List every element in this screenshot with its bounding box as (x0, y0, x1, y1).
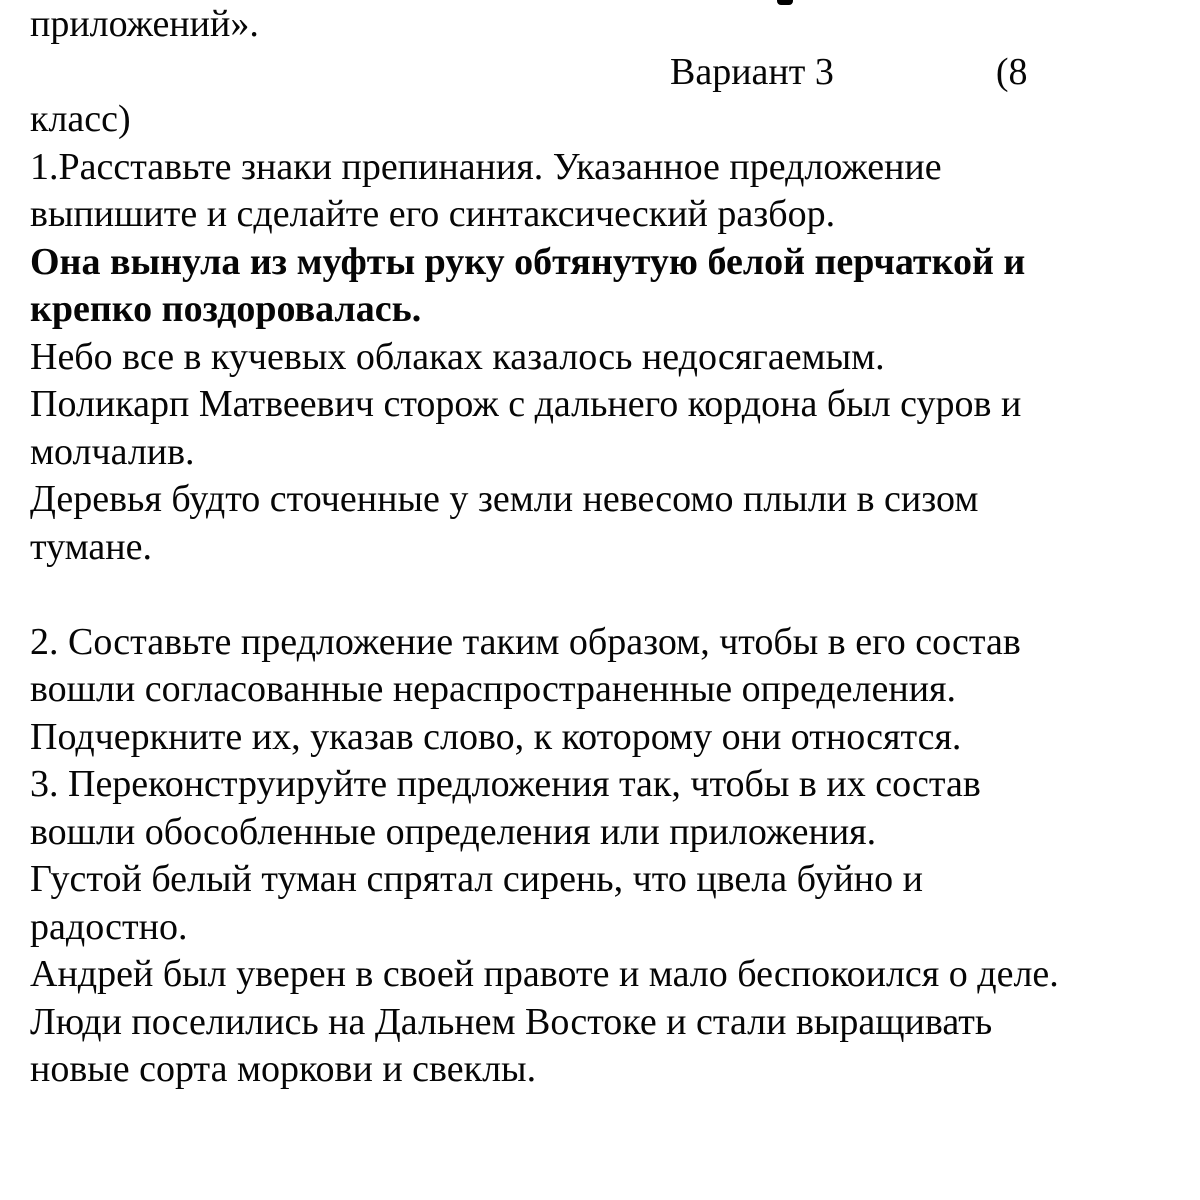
task1-instruction-line-2: выпишите и сделайте его синтаксический разбор. (30, 193, 836, 235)
task1-sentence-polikarp-line-2: молчалив. (30, 430, 195, 473)
task3-sentence-lyudi-line-1: Люди поселились на Дальнем Востоке и стали выращивать (30, 1000, 993, 1043)
task3-instruction-line-1: 3. Переконструируйте предложения так, чтобы в их состав (30, 763, 981, 805)
task1-target-sentence-line-2: крепко поздоровалась. (30, 288, 422, 330)
task1-instruction-line-1: 1.Расставьте знаки препинания. Указанное предложение (30, 145, 942, 188)
task3-sentence-andrey: Андрей был уверен в своей правоте и мало беспокоился о деле. (30, 953, 1059, 995)
task1-sentence-derevya-line-1: Деревья будто сточенные у земли невесомо плыли в сизом (30, 478, 979, 520)
task3-sentence-lyudi-line-2: новые сорта моркови и свеклы. (30, 1048, 537, 1090)
blank-line (30, 571, 1186, 619)
task2-instruction-line-1: 2. Составьте предложение таким образом, чтобы в его состав (30, 620, 1021, 663)
task2-instruction-line-3: Подчеркните их, указав слово, к которому они относятся. (30, 715, 962, 758)
task1-sentence-polikarp-line-1: Поликарп Матвеевич сторож с дальнего кордона был суров и (30, 383, 1022, 425)
header-truncated-text: приложений». (30, 3, 259, 45)
task1-target-sentence-line-1: Она вынула из муфты руку обтянутую белой перчаткой и (30, 240, 1026, 283)
grade-label-close: класс) (30, 98, 131, 140)
task1-sentence-derevya-line-2: тумане. (30, 525, 152, 568)
cutoff-character-fragment (777, 0, 793, 5)
task1-sentence-nebo: Небо все в кучевых облаках казалось недосягаемым. (30, 335, 885, 378)
task3-sentence-gustoy-line-1: Густой белый туман спрятал сирень, что цвела буйно и (30, 858, 923, 900)
task2-instruction-line-2: вошли согласованные нераспространенные определения. (30, 668, 957, 710)
task3-sentence-gustoy-line-2: радостно. (30, 905, 188, 948)
grade-label-open: (8 (995, 50, 1028, 93)
variant-label: Вариант 3 (670, 50, 834, 93)
variant-heading-line (30, 49, 1186, 97)
task3-instruction-line-2: вошли обособленные определения или приложения. (30, 810, 877, 853)
